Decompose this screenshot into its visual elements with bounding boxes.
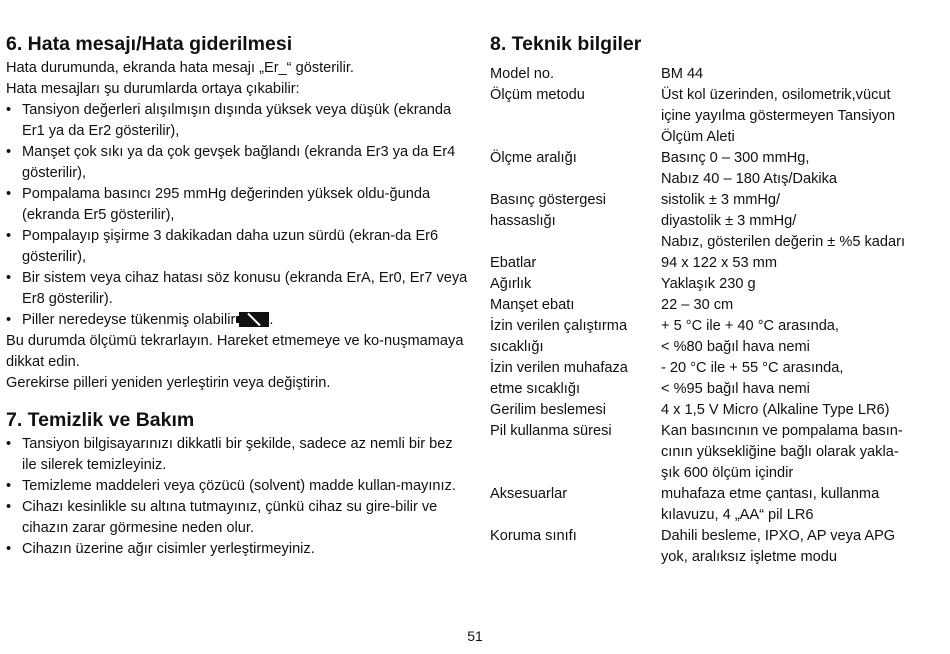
spec-value: 22 – 30 cm: [661, 297, 734, 313]
spec-row: [490, 526, 950, 568]
cleaning-item: • Temizleme maddeleri veya çözücü (solvent) madde kullan-mayınız.: [6, 476, 468, 497]
spec-table: [490, 64, 950, 568]
spec-label: Ölçüm metodu: [490, 87, 585, 103]
spec-value: 4 x 1,5 V Micro (Alkaline Type LR6): [661, 402, 890, 418]
section-6-outro-2: Gerekirse pilleri yeniden yerleştirin veya değiştirin.: [6, 375, 331, 391]
spec-row: [490, 316, 950, 358]
spec-label: Ölçme aralığı: [490, 150, 577, 166]
spec-value: - 20 °C ile + 55 °C arasında, < %95 bağıl hava nemi: [661, 360, 844, 397]
spec-row: [490, 190, 950, 253]
left-column: [6, 30, 468, 560]
section-6-intro-1: Hata durumunda, ekranda hata mesajı „Er_“ gösterilir.: [6, 60, 354, 76]
spec-value: Dahili besleme, IPXO, AP veya APG yok, aralıksız işletme modu: [661, 528, 896, 565]
spec-value: 94 x 122 x 53 mm: [661, 255, 777, 271]
spec-row: [490, 64, 950, 85]
spec-label: İzin verilen muhafaza etme sıcaklığı: [490, 360, 628, 397]
spec-label: Koruma sınıfı: [490, 528, 577, 544]
cleaning-item: • Tansiyon bilgisayarınızı dikkatli bir şekilde, sadece az nemli bir bez ile silerek temizleyiniz.: [6, 434, 468, 476]
spec-value: Kan basıncının ve pompalama basın- cının yüksekliğine bağlı olarak yakla- şık 600 ölçüm içindir: [661, 423, 903, 481]
error-item: • Pompalayıp şişirme 3 dakikadan daha uzun sürdü (ekran-da Er6 gösterilir),: [6, 226, 468, 268]
spec-label: Ebatlar: [490, 255, 537, 271]
battery-low-icon: [239, 312, 269, 327]
spec-value: sistolik ± 3 mmHg/ diyastolik ± 3 mmHg/ Nabız, gösterilen değerin ± %5 kadarı: [661, 192, 906, 250]
error-item: • Pompalama basıncı 295 mmHg değerinden yüksek oldu-ğunda (ekranda Er5 gösterilir),: [6, 184, 468, 226]
spec-label: Basınç göstergesi hassaslığı: [490, 192, 607, 229]
spec-value: + 5 °C ile + 40 °C arasında, < %80 bağıl hava nemi: [661, 318, 839, 355]
battery-end: .: [269, 312, 274, 328]
spec-label: Gerilim beslemesi: [490, 402, 606, 418]
section-6-title: 6. Hata mesajı/Hata giderilmesi: [6, 33, 293, 55]
spec-label: Ağırlık: [490, 276, 532, 292]
error-item: • Bir sistem veya cihaz hatası söz konusu (ekranda ErA, Er0, Er7 veya Er8 gösterilir).: [6, 268, 468, 310]
spec-row: [490, 274, 950, 295]
spec-value: Basınç 0 – 300 mmHg, Nabız 40 – 180 Atış/Dakika: [661, 150, 838, 187]
error-item: • Manşet çok sıkı ya da çok gevşek bağlandı (ekranda Er3 ya da Er4 gösterilir),: [6, 142, 468, 184]
right-column: [490, 30, 950, 568]
spec-label: Model no.: [490, 66, 555, 82]
section-6-intro-2: Hata mesajları şu durumlarda ortaya çıkabilir:: [6, 81, 300, 97]
cleaning-item: • Cihazı kesinlikle su altına tutmayınız, çünkü cihaz su gire-bilir ve cihazın zarar görmesine neden olur.: [6, 497, 468, 539]
spec-label: Aksesuarlar: [490, 486, 568, 502]
page-number: 51: [467, 628, 483, 644]
spec-value: Yaklaşık 230 g: [661, 276, 756, 292]
spec-label: Manşet ebatı: [490, 297, 575, 313]
section-6-outro-1: Bu durumda ölçümü tekrarlayın. Hareket etmemeye ve ko-nuşmamaya dikkat edin.: [6, 333, 464, 370]
spec-value: BM 44: [661, 66, 704, 82]
spec-row: [490, 358, 950, 400]
cleaning-list: [6, 434, 468, 560]
spec-row: [490, 400, 950, 421]
spec-row: [490, 148, 950, 190]
error-list: [6, 100, 468, 331]
spec-row: [490, 484, 950, 526]
spec-row: [490, 253, 950, 274]
spec-label: İzin verilen çalıştırma sıcaklığı: [490, 318, 628, 355]
spec-row: [490, 295, 950, 316]
battery-text: Piller neredeyse tükenmiş olabilir: [22, 312, 236, 328]
cleaning-item: • Cihazın üzerine ağır cisimler yerleştirmeyiniz.: [6, 539, 468, 560]
spec-row: [490, 421, 950, 484]
spec-row: [490, 85, 950, 148]
error-item: • Tansiyon değerleri alışılmışın dışında yüksek veya düşük (ekranda Er1 ya da Er2 gösterilir),: [6, 100, 468, 142]
error-item-battery: [6, 310, 468, 331]
spec-label: Pil kullanma süresi: [490, 423, 612, 439]
spec-value: muhafaza etme çantası, kullanma kılavuzu, 4 „AA“ pil LR6: [661, 486, 880, 523]
section-8-title: 8. Teknik bilgiler: [490, 33, 642, 55]
section-7-title: 7. Temizlik ve Bakım: [6, 409, 195, 431]
spec-value: Üst kol üzerinden, osilometrik,vücut içine yayılma göstermeyen Tansiyon Ölçüm Aleti: [661, 87, 896, 145]
